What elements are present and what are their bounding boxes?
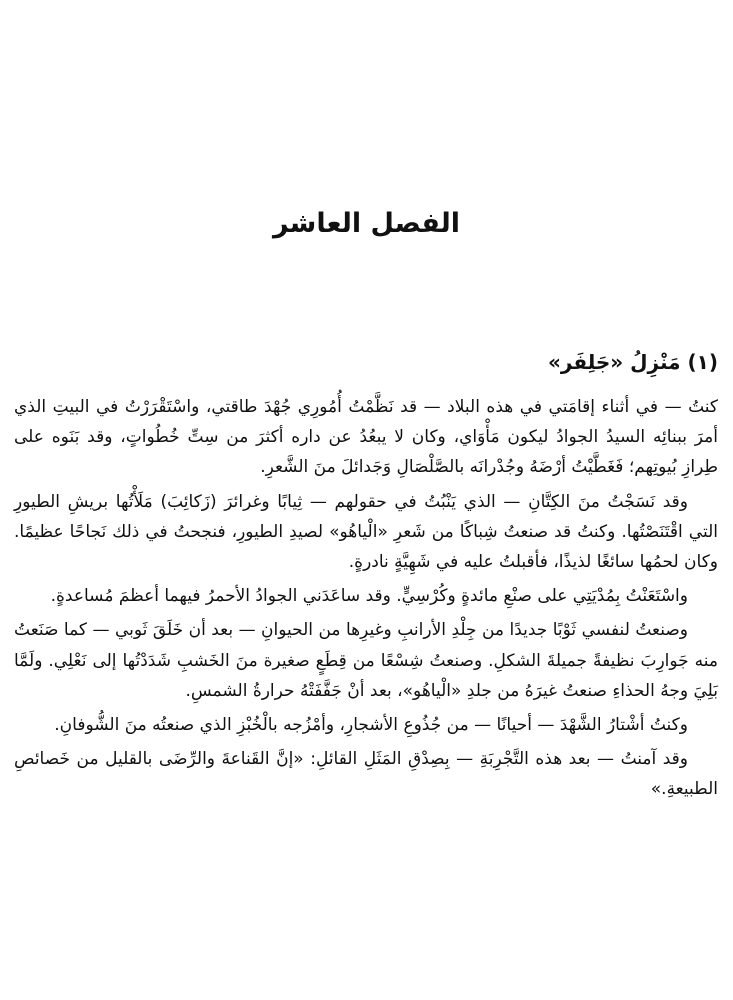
paragraph: وقد آمنتُ — بعد هذه التَّجْرِبَةِ — بِصِدْقِ المَثَلِ القائلِ: «إنَّ القَناعةَ والرِّضَى بالقليل من خَصائصِ الطبيعةِ.»	[14, 749, 718, 800]
chapter-title: الفصل العاشر	[272, 208, 461, 239]
paragraph: وقد نَسَجْتُ منَ الكِتَّانِ — الذي يَنْبُتُ في حقولهم — ثِيابًا وغرائرَ (زَكائِبَ) مَلَأْتُها بريشِ الطيورِ التي اقْتَنَصْتُها. وكنتُ قد صنعتُ شِباكًا من شَعرِ «الْياهُو» لصيدِ الطيورِ، فنجحتُ في ذلك نَجاحًا عظيمًا. وكان لحمُها سائغًا لذيذًا، فأقبلتُ عليه في شَهِيَّةٍ نادرةٍ.	[14, 491, 718, 573]
paragraph: وكنتُ أشْتارُ الشَّهْدَ — أحيانًا — من جُذُوعِ الأشجارِ، وأمْزُجه بالْخُبْزِ الذي صنعتُه منَ الشُّوفانِ.	[54, 715, 688, 736]
paragraph: وصنعتُ لنفسي ثَوْبًا جديدًا من جِلْدِ الأرانبِ وغيرِها من الحيوانِ — بعد أن خَلَقَ ثَوبي — كما صَنَعتُ منه جَوارِبَ نظيفةً جميلةَ الشكلِ. وصنعتُ شِسْعًا من قِطَعٍ صغيرة منَ الخَشبِ شَدَدْتُها إلى نَعْلِي. ولَمَّا بَلِيَ وجهُ الحذاءِ صنعتُ غيرَهُ من جلدِ «الْياهُو»، بعد أنْ جَفَّفَتْهُ حرارةُ الشمسِ.	[14, 620, 718, 701]
paragraph: كنتُ — في أثناء إقامَتي في هذه البلاد — قد نَظَّمْتُ أُمُورِي جُهْدَ طاقتي، واسْتَقْرَرْتُ في البيتِ الذي أمرَ ببنائِه السيدُ الجوادُ ليكون مَأْوَاي، وكان لا يبعُدُ عن داره أكثرَ من سِتِّ خُطُواتٍ، وقد بَنَوه على طِرازِ بُيوتِهم؛ فَغَطَّيْتُ أرْضَهُ وجُدْرانَه بالصَّلْصَالِ وَجَدائلَ منَ الشَّعرِ.	[14, 397, 718, 478]
section-heading: (١) مَنْزِلُ «جَلِفَر»	[547, 350, 718, 374]
paragraph: واسْتَعَنْتُ بِمُدْيَتِي على صنْعِ مائدةٍ وكُرْسِيٍّ. وقد ساعَدَني الجوادُ الأحمرُ فيهما أعظمَ مُساعدةٍ.	[50, 586, 688, 607]
body-text	[14, 392, 718, 809]
